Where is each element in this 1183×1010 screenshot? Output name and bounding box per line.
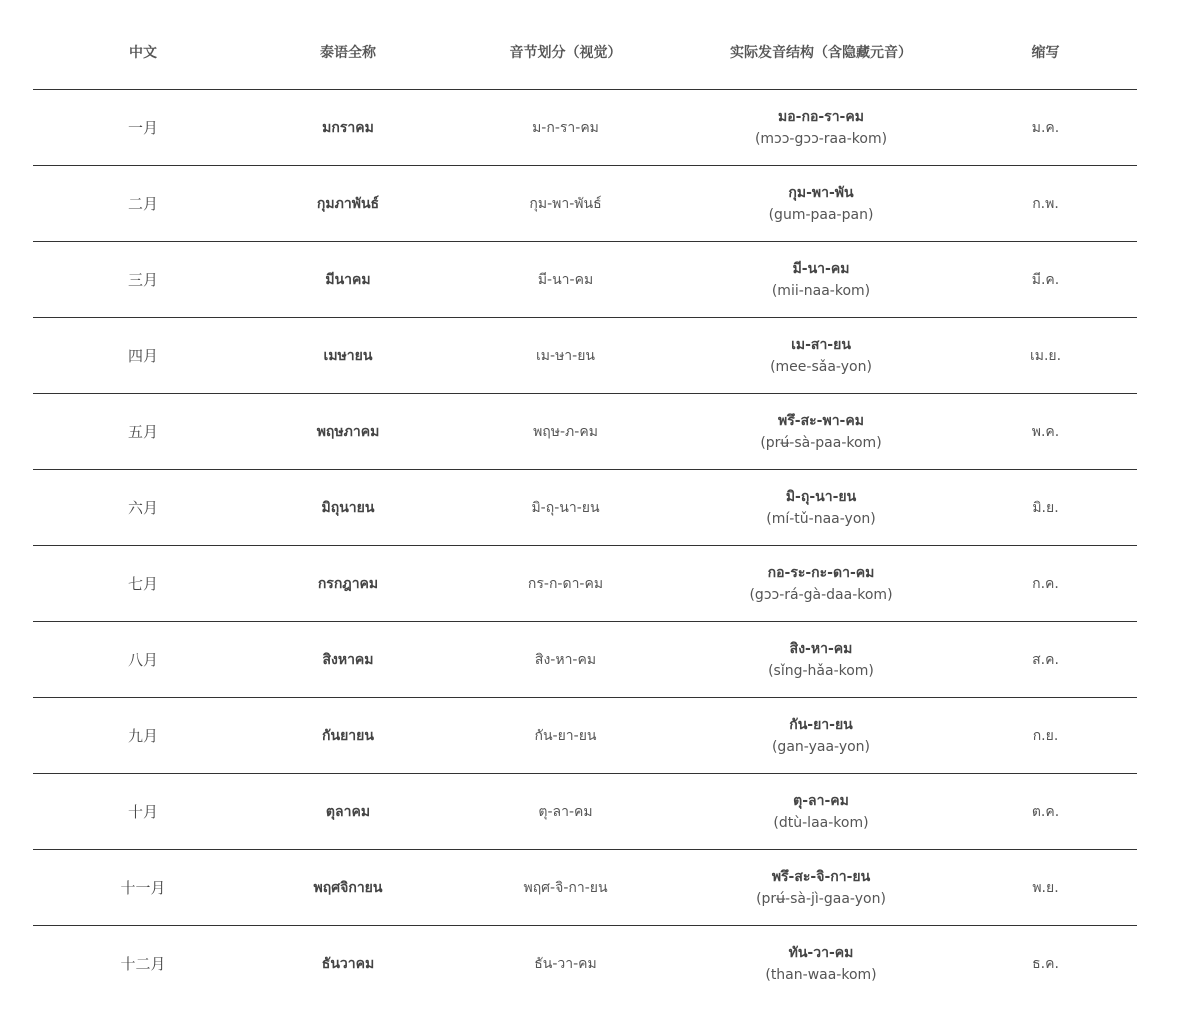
- table-row: [33, 242, 1137, 318]
- cell-actual-pronunciation: [688, 90, 954, 166]
- cell-abbreviation: ธ.ค.: [1032, 955, 1059, 972]
- pronunciation-romanization: (prʉ́-sà-jì-gaa-yon): [756, 890, 886, 907]
- pronunciation-thai: พรึ-สะ-จิ-กา-ยน: [771, 868, 871, 885]
- cell-thai-full-name: มกราคม: [253, 90, 443, 166]
- cell-thai-full-name: มีนาคม: [253, 242, 443, 318]
- cell-syllable-division: มี-นา-คม: [443, 242, 688, 318]
- pronunciation-thai: ทัน-วา-คม: [788, 944, 854, 961]
- cell-thai-full-name: พฤศจิกายน: [253, 850, 443, 926]
- cell-actual-pronunciation: [688, 318, 954, 394]
- header-thai-full-name: 泰语全称: [253, 15, 443, 90]
- cell-chinese-month: 二月: [33, 166, 253, 242]
- cell-abbreviation: มิ.ย.: [954, 470, 1137, 546]
- cell-abbreviation: พ.ย.: [954, 850, 1137, 926]
- thai-months-table-container: [33, 15, 1137, 1001]
- cell-syllable-division: ตุ-ลา-คม: [443, 774, 688, 850]
- cell-syllable-division: สิง-หา-คม: [443, 622, 688, 698]
- cell-actual-pronunciation: [688, 698, 954, 774]
- pronunciation-thai: มี-นา-คม: [792, 260, 850, 277]
- pronunciation-romanization: (sǐng-hǎa-kom): [768, 662, 874, 679]
- cell-thai-full-name: พฤษภาคม: [253, 394, 443, 470]
- cell-syllable-division: กร-ก-ดา-คม: [443, 546, 688, 622]
- cell-thai-full-name: กันยายน: [253, 698, 443, 774]
- pronunciation-romanization: (gan-yaa-yon): [771, 738, 871, 755]
- cell-chinese-month: 十一月: [33, 850, 253, 926]
- cell-syllable-division: พฤศ-จิ-กา-ยน: [443, 850, 688, 926]
- cell-syllable-division: กุม-พา-พันธ์: [443, 166, 688, 242]
- cell-syllable-division: ม-ก-รา-คม: [443, 90, 688, 166]
- cell-abbreviation: พ.ค.: [954, 394, 1137, 470]
- pronunciation-romanization: (than-waa-kom): [765, 966, 877, 983]
- pronunciation-thai: ตุ-ลา-คม: [793, 792, 849, 809]
- cell-thai-full-name: กรกฎาคม: [253, 546, 443, 622]
- header-abbreviation: 缩写: [954, 15, 1137, 90]
- table-row: [33, 470, 1137, 546]
- table-row: [33, 850, 1137, 926]
- table-row: [33, 394, 1137, 470]
- pronunciation-romanization: (mí-tǔ-naa-yon): [766, 510, 876, 527]
- pronunciation-romanization: (mee-sǎa-yon): [770, 358, 872, 375]
- table-row: [33, 546, 1137, 622]
- cell-thai-full-name: ธันวาคม: [321, 955, 375, 972]
- pronunciation-thai: พรึ-สะ-พา-คม: [778, 412, 864, 429]
- cell-chinese-month: 四月: [33, 318, 253, 394]
- cell-abbreviation: เม.ย.: [954, 318, 1137, 394]
- pronunciation-romanization: (prʉ́-sà-paa-kom): [760, 434, 882, 451]
- cell-actual-pronunciation: [688, 166, 954, 242]
- thai-months-table: [33, 15, 1137, 1001]
- pronunciation-thai: กัน-ยา-ยน: [789, 716, 853, 733]
- table-row: [33, 926, 1137, 1002]
- pronunciation-romanization: (dtù-laa-kom): [773, 814, 869, 831]
- pronunciation-thai: กอ-ระ-กะ-ดา-คม: [767, 564, 875, 581]
- cell-actual-pronunciation: [688, 622, 954, 698]
- cell-chinese-month: 一月: [33, 90, 253, 166]
- header-actual-pronunciation: 实际发音结构（含隐藏元音）: [688, 15, 954, 90]
- cell-syllable-division: พฤษ-ภ-คม: [443, 394, 688, 470]
- cell-chinese-month: 九月: [33, 698, 253, 774]
- table-body: [33, 90, 1137, 1002]
- header-chinese: 中文: [33, 15, 253, 90]
- table-row: [33, 698, 1137, 774]
- pronunciation-thai: สิง-หา-คม: [789, 640, 853, 657]
- cell-abbreviation: ส.ค.: [954, 622, 1137, 698]
- cell-abbreviation: ก.พ.: [954, 166, 1137, 242]
- table-row: [33, 774, 1137, 850]
- cell-abbreviation: ก.ย.: [954, 698, 1137, 774]
- table-row: [33, 166, 1137, 242]
- cell-chinese-month: 三月: [33, 242, 253, 318]
- cell-chinese-month: 十二月: [120, 955, 166, 973]
- cell-syllable-division: มิ-ถุ-นา-ยน: [443, 470, 688, 546]
- cell-chinese-month: 十月: [33, 774, 253, 850]
- pronunciation-thai: มิ-ถุ-นา-ยน: [785, 488, 857, 505]
- pronunciation-romanization: (mɔɔ-gɔɔ-raa-kom): [754, 130, 888, 147]
- cell-thai-full-name: สิงหาคม: [253, 622, 443, 698]
- cell-syllable-division: กัน-ยา-ยน: [443, 698, 688, 774]
- cell-chinese-month: 六月: [33, 470, 253, 546]
- cell-chinese-month: 八月: [33, 622, 253, 698]
- pronunciation-thai: กุม-พา-พัน: [788, 184, 854, 201]
- cell-thai-full-name: เมษายน: [253, 318, 443, 394]
- table-header: [33, 15, 1137, 90]
- cell-chinese-month: 五月: [33, 394, 253, 470]
- cell-actual-pronunciation: [688, 926, 954, 1002]
- table-row: [33, 622, 1137, 698]
- pronunciation-romanization: (gum-paa-pan): [768, 206, 874, 223]
- cell-thai-full-name: กุมภาพันธ์: [253, 166, 443, 242]
- cell-abbreviation: ม.ค.: [954, 90, 1137, 166]
- pronunciation-romanization: (mii-naa-kom): [771, 282, 871, 299]
- cell-actual-pronunciation: [688, 774, 954, 850]
- table-row: [33, 90, 1137, 166]
- cell-thai-full-name: ตุลาคม: [253, 774, 443, 850]
- cell-actual-pronunciation: [688, 850, 954, 926]
- pronunciation-thai: เม-สา-ยน: [791, 336, 851, 353]
- cell-syllable-division: เม-ษา-ยน: [443, 318, 688, 394]
- cell-abbreviation: ก.ค.: [954, 546, 1137, 622]
- cell-chinese-month: 七月: [33, 546, 253, 622]
- cell-syllable-division: ธัน-วา-คม: [534, 955, 597, 972]
- table-row: [33, 318, 1137, 394]
- header-syllable-division: 音节划分（视觉）: [443, 15, 688, 90]
- cell-actual-pronunciation: [688, 394, 954, 470]
- cell-abbreviation: ต.ค.: [954, 774, 1137, 850]
- cell-actual-pronunciation: [688, 242, 954, 318]
- cell-abbreviation: มี.ค.: [954, 242, 1137, 318]
- cell-actual-pronunciation: [688, 546, 954, 622]
- cell-thai-full-name: มิถุนายน: [253, 470, 443, 546]
- pronunciation-thai: มอ-กอ-รา-คม: [778, 108, 864, 125]
- header-row: [33, 15, 1137, 90]
- pronunciation-romanization: (gɔɔ-rá-gà-daa-kom): [749, 586, 893, 603]
- cell-actual-pronunciation: [688, 470, 954, 546]
